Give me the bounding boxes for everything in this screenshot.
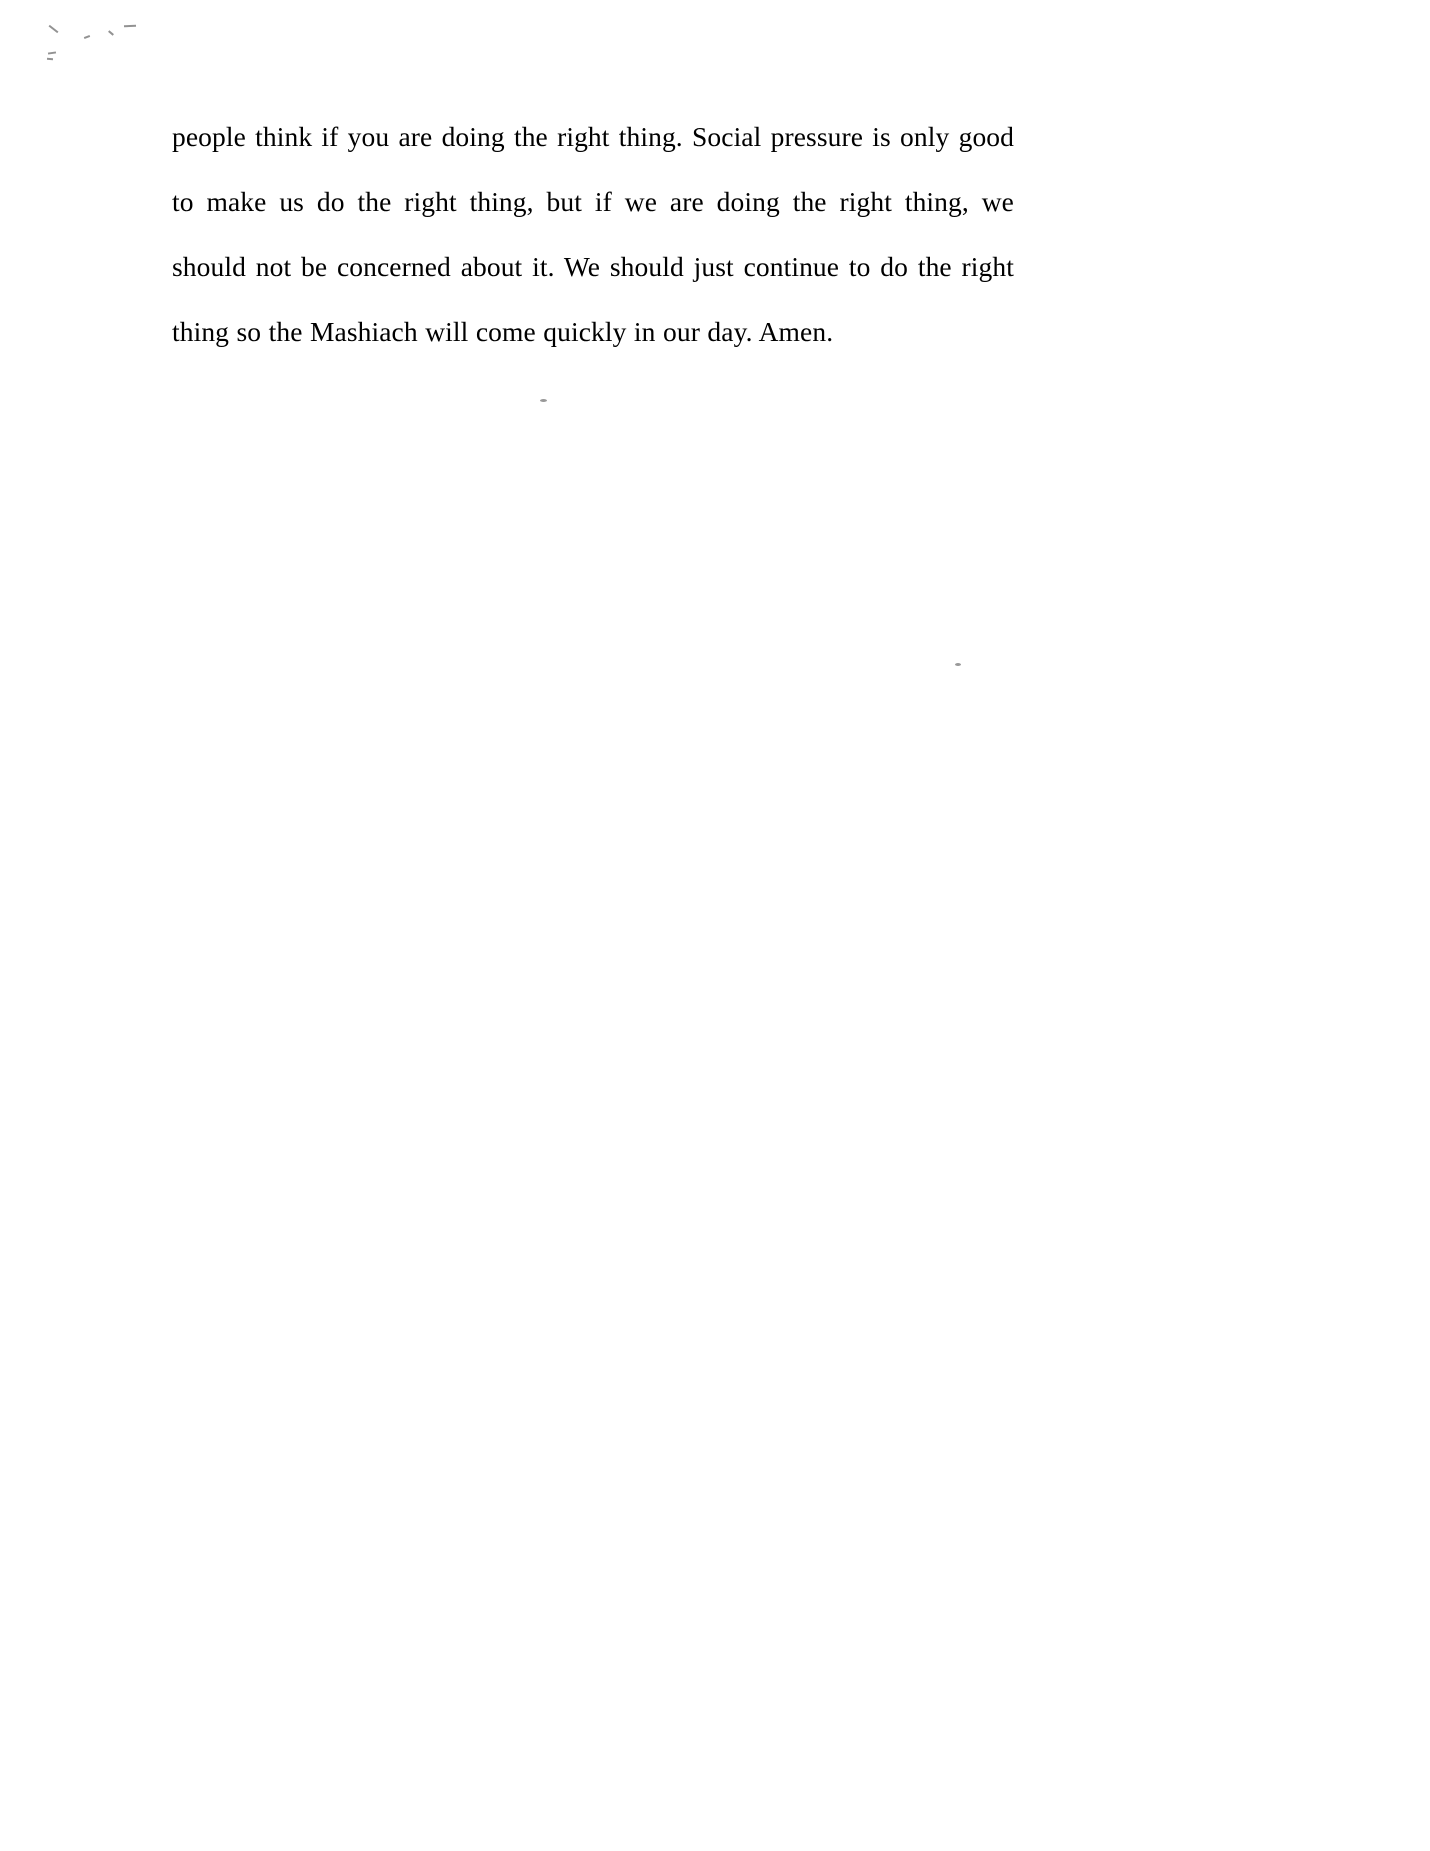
body-text	[172, 104, 1014, 364]
speckle-mark	[108, 30, 114, 35]
stray-scan-mark	[955, 663, 961, 666]
speckle-mark	[124, 25, 136, 27]
speckle-mark	[49, 25, 59, 33]
stray-scan-mark	[540, 399, 547, 402]
scanner-speckles	[40, 22, 150, 72]
paragraph: people think if you are doing the right thing. Social pressure is only good to make us do the right thing, but if we are doing the right thing, we should not be concerned about it. We should just continue to do the right thing so the Mashiach will come quickly in our day. Amen.	[172, 121, 1014, 347]
speckle-mark	[47, 58, 53, 60]
speckle-mark	[84, 35, 90, 39]
speckle-mark	[48, 51, 56, 54]
